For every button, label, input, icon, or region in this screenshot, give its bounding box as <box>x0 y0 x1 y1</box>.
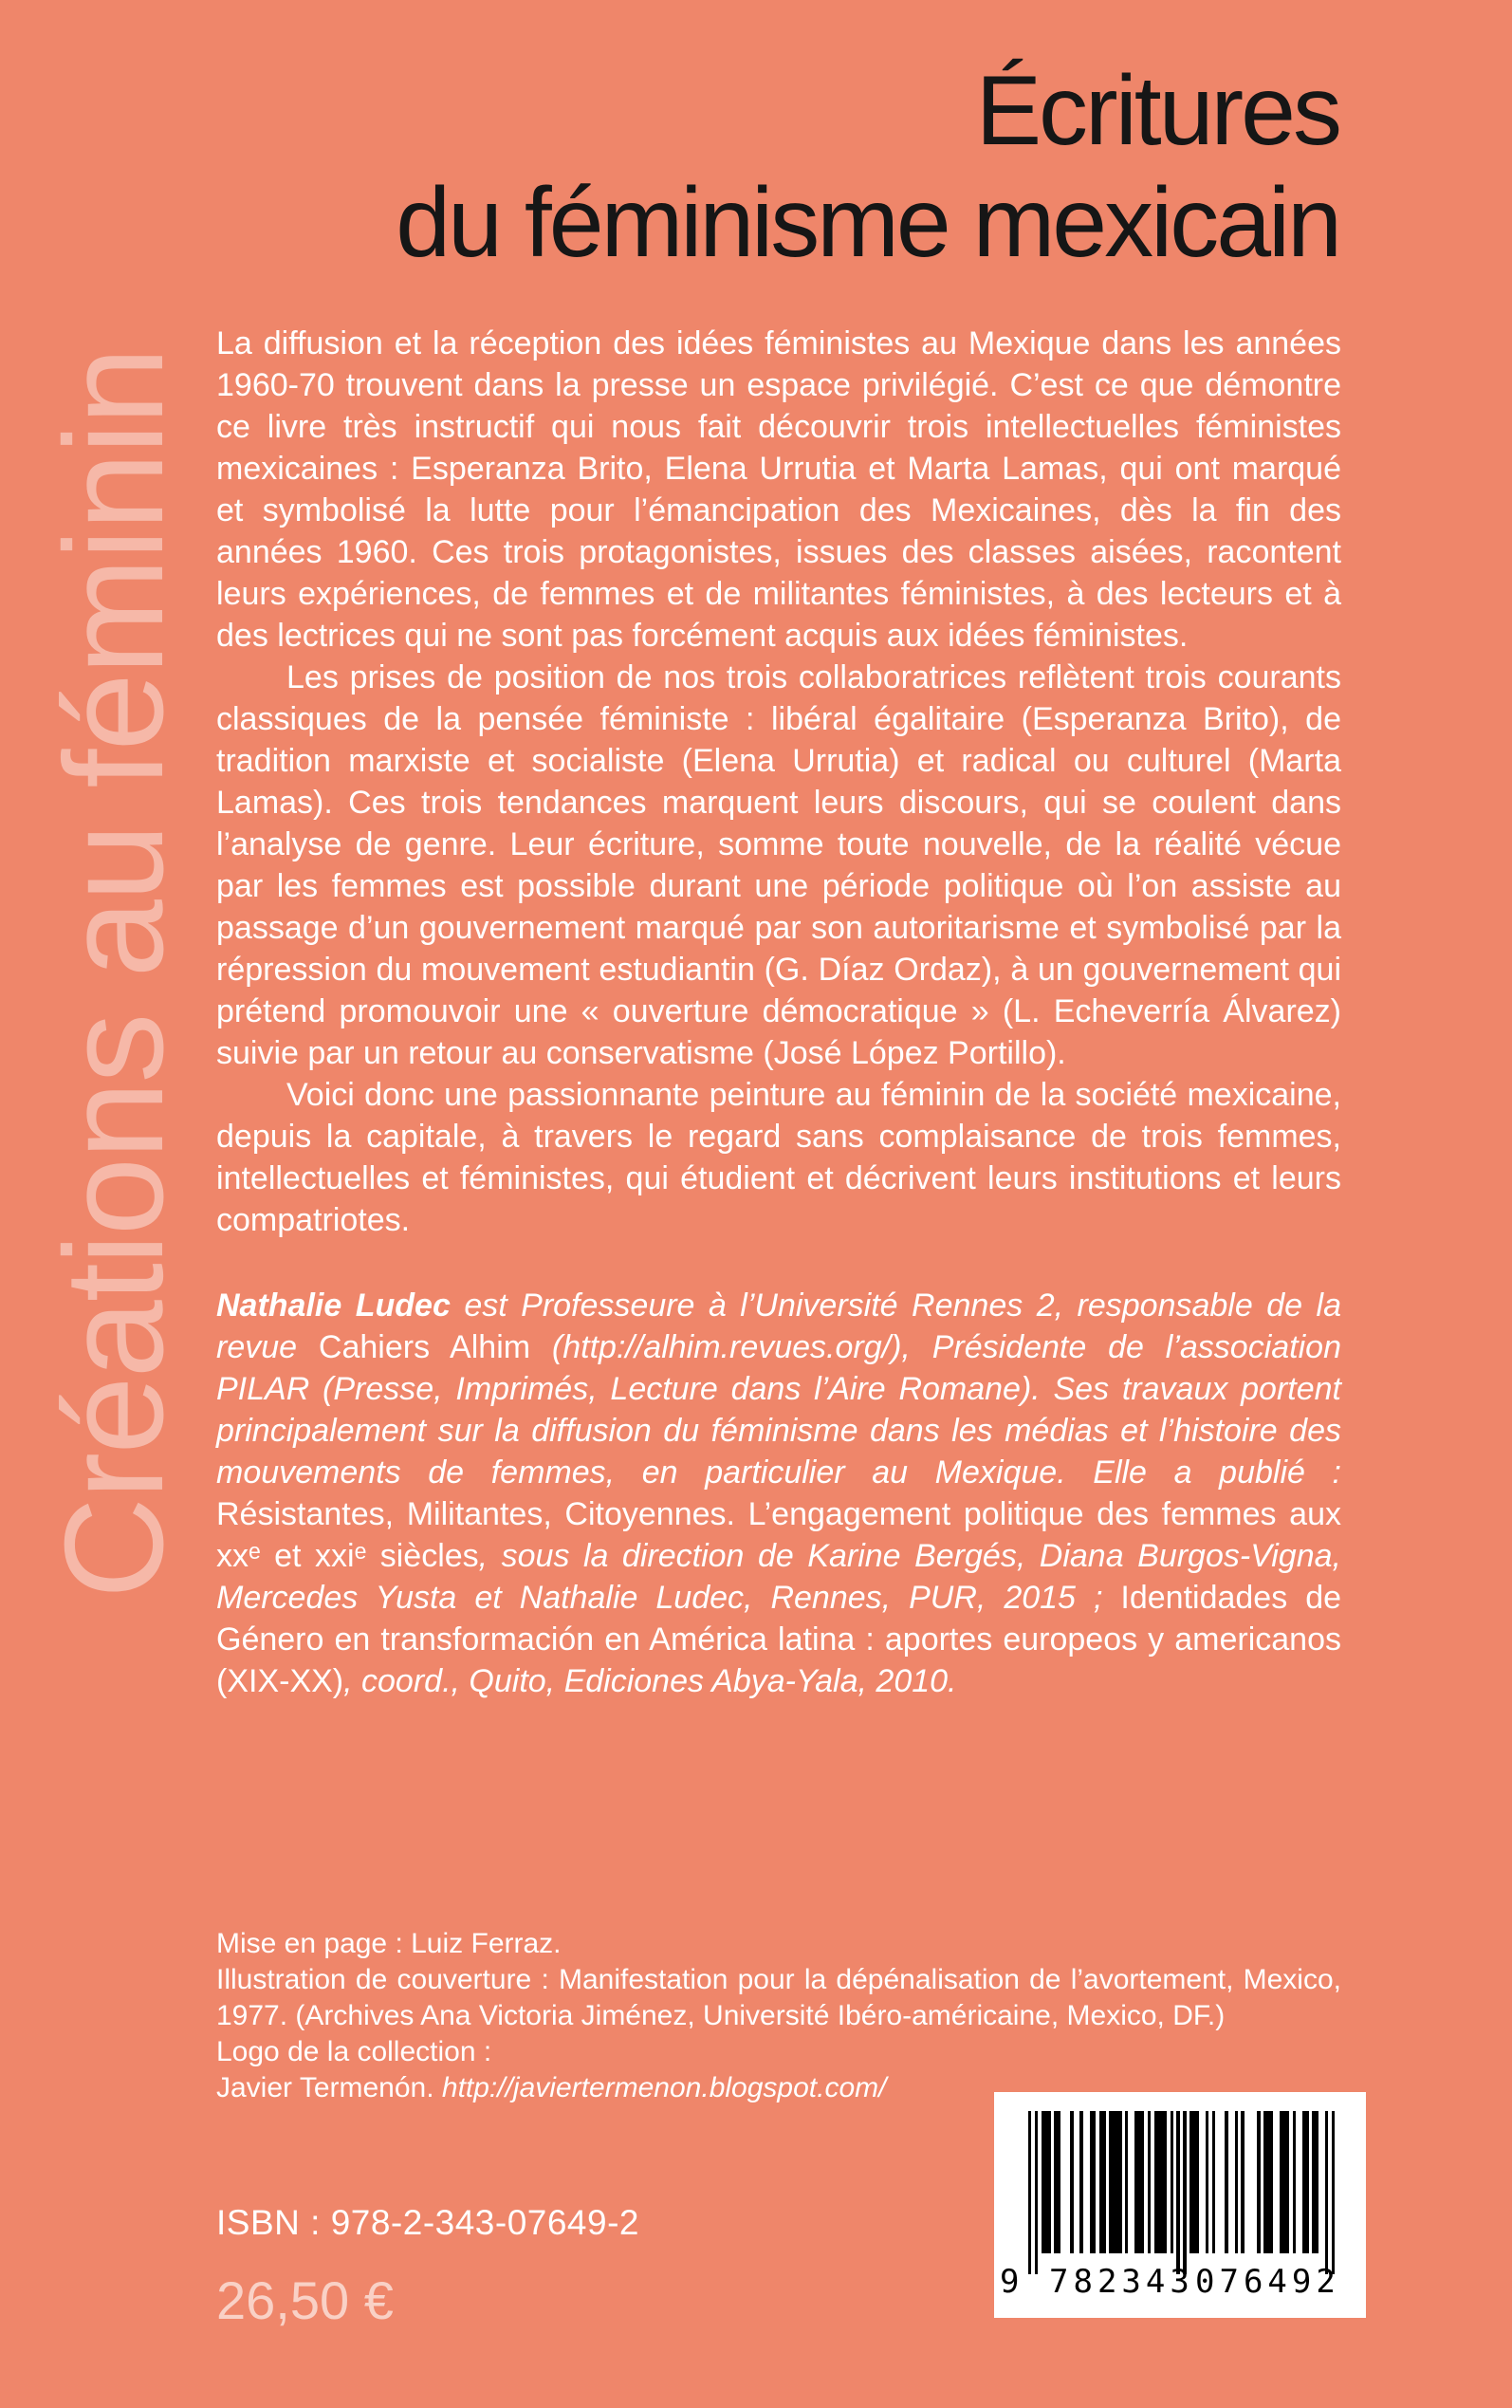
book-title-line-1: Écritures <box>975 56 1339 166</box>
designer-name: Javier Termenón. <box>216 2072 442 2103</box>
collection-title-vertical <box>27 57 202 1599</box>
synopsis-paragraph-2: Les prises de position de nos trois collaboratrices reflètent trois courants classiques de la pensée féministe : libéral égalitaire (Esperanza Brito), de tradition marxiste et socialiste (Elena Urrutia) et radical ou culturel (Marta Lamas). Ces trois tendances marquent leurs discours, qui se coulent dans l’analyse de genre. Leur écriture, somme toute nouvelle, de la réalité vécue par les femmes est possible durant une période politique où l’on assiste au passage d’un gouvernement marqué par son autoritarisme et symbolisé par la répression du mouvement estudiantin (G. Díaz Ordaz), à un gouvernement qui prétend promouvoir une « ouverture démocratique » (L. Echeverría Álvarez) suivie par un retour au conservatisme (José López Portillo). <box>216 659 1341 1071</box>
barcode-digits-left: 782343 <box>1049 2263 1194 2301</box>
book-title <box>106 55 1339 279</box>
barcode-digit-first: 9 <box>1000 2263 1020 2301</box>
journal-name: Cahiers Alhim <box>318 1329 531 1365</box>
back-cover-text <box>216 323 1341 1702</box>
book-reference-2: Identidades de Género en transformación en América latina : aportes europeos y americanos (XIX-XX) <box>216 1580 1342 1699</box>
author-bio <box>216 1285 1341 1702</box>
bio-text-4: , coord., Quito, Ediciones Abya-Yala, 2010. <box>343 1663 957 1699</box>
credit-line-illustration: Illustration de couverture : Manifestation pour la dépénalisation de l’avortement, Mexico, 1977. (Archives Ana Victoria Jiménez, Université Ibéro-américaine, Mexico, DF.) <box>216 1964 1341 2031</box>
designer-url: http://javiertermenon.blogspot.com/ <box>441 2072 887 2103</box>
barcode <box>994 2092 1366 2318</box>
synopsis-paragraph-3: Voici donc une passionnante peinture au féminin de la société mexicaine, depuis la capitale, à travers le regard sans complaisance de trois femmes, intellectuelles et féministes, qui étudient et décrivent leurs institutions et leurs compatriotes. <box>216 1077 1341 1238</box>
bio-text-2: (http://alhim.revues.org/), Présidente de l’association PILAR (Presse, Imprimés, Lecture dans l’Aire Romane). Ses travaux portent principalement sur la diffusion du féminisme dans les médias et l’histoire des mouvements de femmes, en particulier au Mexique. Elle a publié : <box>216 1329 1341 1491</box>
author-name: Nathalie Ludec <box>216 1287 451 1324</box>
book-reference-1: Résistantes, Militantes, Citoyennes. L’engagement politique des femmes aux xxᵉ et xxiᵉ siècles <box>216 1496 1341 1574</box>
credit-line-layout: Mise en page : Luiz Ferraz. <box>216 1928 562 1959</box>
price: 26,50 € <box>216 2270 394 2330</box>
bio-text-3: , sous la direction de Karine Bergés, Diana Burgos-Vigna, Mercedes Yusta et Nathalie Ludec, Rennes, PUR, 2015 ; <box>216 1538 1341 1616</box>
collection-title-text: Créations au féminin <box>36 348 193 1599</box>
credits <box>216 1926 1341 2106</box>
bio-text-1: est Professeure à l’Université Rennes 2, responsable de la revue <box>216 1287 1341 1365</box>
barcode-digits-right: 076492 <box>1195 2263 1340 2301</box>
book-title-line-2: du féminisme mexicain <box>396 168 1339 278</box>
synopsis <box>216 323 1341 1241</box>
barcode-bars <box>1028 2111 1336 2274</box>
isbn: ISBN : 978-2-343-07649-2 <box>216 2203 639 2242</box>
credit-line-logo: Logo de la collection : <box>216 2036 492 2067</box>
synopsis-paragraph-1: La diffusion et la réception des idées féministes au Mexique dans les années 1960-70 trouvent dans la presse un espace privilégié. C’est ce que démontre ce livre très instructif qui nous fait découvrir trois intellectuelles féministes mexicaines : Esperanza Brito, Elena Urrutia et Marta Lamas, qui ont marqué et symbolisé la lutte pour l’émancipation des Mexicaines, dès la fin des années 1960. Ces trois protagonistes, issues des classes aisées, racontent leurs expériences, de femmes et de militantes féministes, à des lecteurs et à des lectrices qui ne sont pas forcément acquis aux idées féministes. <box>216 325 1341 654</box>
